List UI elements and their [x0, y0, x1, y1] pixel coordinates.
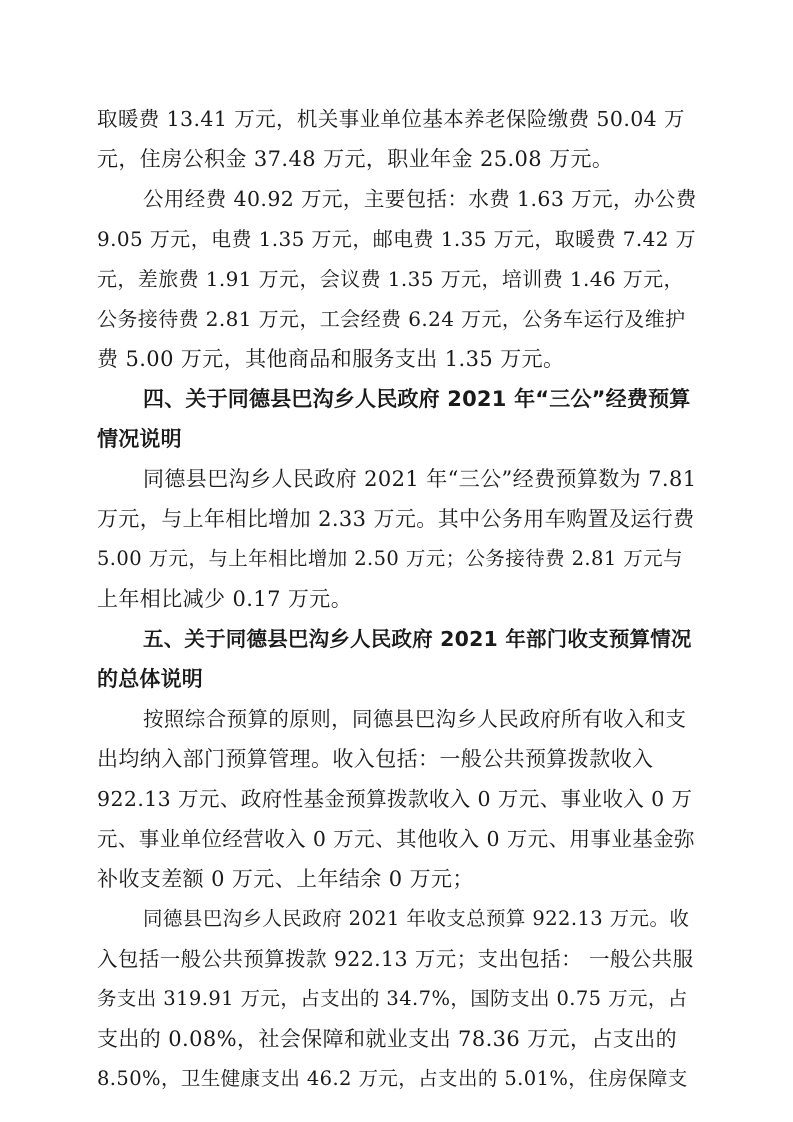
paragraph-line: 入包括一般公共预算拨款 922.13 万元；支出包括： 一般公共服 — [97, 947, 694, 971]
paragraph-line: 按照综合预算的原则，同德县巴沟乡人民政府所有收入和支 — [143, 707, 687, 731]
paragraph-line: 补收支差额 0 万元、上年结余 0 万元； — [97, 867, 474, 891]
paragraph-line: 元，住房公积金 37.48 万元，职业年金 25.08 万元。 — [97, 147, 614, 171]
section-heading: 的总体说明 — [97, 667, 203, 691]
paragraph-line: 922.13 万元、政府性基金预算拨款收入 0 万元、事业收入 0 万 — [97, 787, 693, 811]
paragraph-line: 务支出 319.91 万元，占支出的 34.7%，国防支出 0.75 万元，占 — [97, 987, 688, 1010]
paragraph-line: 万元，与上年相比增加 2.33 万元。其中公务用车购置及运行费 — [97, 507, 695, 531]
paragraph-line: 8.50%，卫生健康支出 46.2 万元，占支出的 5.01%，住房保障支 — [97, 1067, 688, 1090]
paragraph-line: 元、事业单位经营收入 0 万元、其他收入 0 万元、用事业基金弥 — [97, 827, 695, 851]
paragraph-line: 5.00 万元，与上年相比增加 2.50 万元；公务接待费 2.81 万元与 — [97, 547, 683, 570]
paragraph-line: 元，差旅费 1.91 万元，会议费 1.35 万元，培训费 1.46 万元， — [97, 267, 684, 291]
paragraph-line: 取暖费 13.41 万元，机关事业单位基本养老保险缴费 50.04 万 — [97, 107, 685, 131]
section-heading: 情况说明 — [97, 427, 182, 451]
paragraph-line: 同德县巴沟乡人民政府 2021 年“三公”经费预算数为 7.81 — [143, 467, 697, 491]
paragraph-line: 公务接待费 2.81 万元，工会经费 6.24 万元，公务车运行及维护 — [97, 307, 686, 331]
paragraph-line: 同德县巴沟乡人民政府 2021 年收支总预算 922.13 万元。收 — [143, 907, 690, 930]
paragraph-line: 出均纳入部门预算管理。收入包括：一般公共预算拨款收入 — [97, 747, 654, 771]
paragraph-line: 费 5.00 万元，其他商品和服务支出 1.35 万元。 — [97, 347, 565, 371]
section-heading: 五、关于同德县巴沟乡人民政府 2021 年部门收支预算情况 — [143, 627, 692, 651]
section-heading: 四、关于同德县巴沟乡人民政府 2021 年“三公”经费预算 — [143, 387, 691, 411]
paragraph-line: 支出的 0.08%，社会保障和就业支出 78.36 万元，占支出的 — [97, 1027, 678, 1051]
paragraph-line: 9.05 万元，电费 1.35 万元，邮电费 1.35 万元，取暖费 7.42 万 — [97, 227, 697, 251]
paragraph-line: 上年相比减少 0.17 万元。 — [97, 587, 353, 611]
paragraph-line: 公用经费 40.92 万元，主要包括：水费 1.63 万元，办公费 — [143, 187, 697, 211]
